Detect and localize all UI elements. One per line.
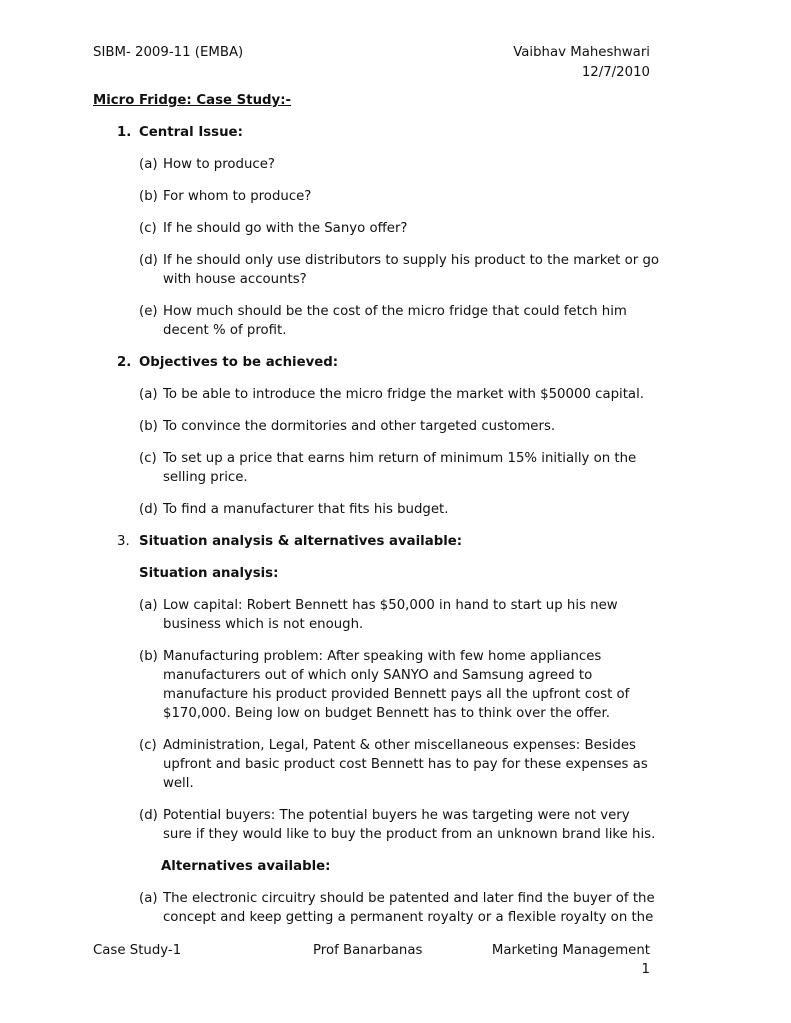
- list-item-text: How to produce?: [163, 157, 275, 172]
- list-label: (c): [139, 451, 157, 466]
- list-item-text: If he should go with the Sanyo offer?: [163, 221, 408, 236]
- list-item-text: well.: [163, 776, 194, 791]
- list-item-text: The electronic circuitry should be patented and later find the buyer of the: [163, 891, 655, 906]
- list-label: (e): [139, 304, 158, 319]
- list-label: (d): [139, 253, 158, 268]
- list-item-text: manufacture his product provided Bennett pays all the upfront cost of: [163, 687, 630, 702]
- list-item-text: upfront and basic product cost Bennett has to pay for these expenses as: [163, 757, 648, 772]
- document-title: Micro Fridge: Case Study:-: [93, 93, 292, 108]
- page-number: 1: [641, 962, 650, 977]
- list-label: (d): [139, 502, 158, 517]
- list-item-text: If he should only use distributors to supply his product to the market or go: [163, 253, 660, 268]
- list-item-text: business which is not enough.: [163, 617, 364, 632]
- list-item-text: To be able to introduce the micro fridge the market with $50000 capital.: [163, 387, 645, 402]
- list-label: (c): [139, 221, 157, 236]
- list-item-text: with house accounts?: [163, 272, 307, 287]
- list-item-text: Potential buyers: The potential buyers he was targeting were not very: [163, 808, 630, 823]
- list-label: (d): [139, 808, 158, 823]
- list-label: (a): [139, 387, 158, 402]
- list-item-text: Manufacturing problem: After speaking with few home appliances: [163, 649, 602, 664]
- list-item-text: To find a manufacturer that fits his budget.: [163, 502, 449, 517]
- list-label: (a): [139, 891, 158, 906]
- list-item-text: $170,000. Being low on budget Bennett has to think over the offer.: [163, 706, 610, 721]
- list-item-text: Low capital: Robert Bennett has $50,000 in hand to start up his new: [163, 598, 618, 613]
- list-item-text: decent % of profit.: [163, 323, 287, 338]
- section-number: 1.: [117, 125, 132, 140]
- list-item-text: Administration, Legal, Patent & other miscellaneous expenses: Besides: [163, 738, 636, 753]
- section-heading: Objectives to be achieved:: [139, 355, 339, 370]
- list-item-text: For whom to produce?: [163, 189, 312, 204]
- list-label: (b): [139, 649, 158, 664]
- header-author: Vaibhav Maheshwari: [513, 45, 650, 60]
- section-number: 2.: [117, 355, 132, 370]
- section-heading: Central Issue:: [139, 125, 243, 140]
- subsection-heading: Alternatives available:: [161, 859, 331, 874]
- footer-middle: Prof Banarbanas: [313, 943, 423, 958]
- section-number: 3.: [117, 534, 130, 549]
- list-label: (a): [139, 157, 158, 172]
- list-item-text: To set up a price that earns him return of minimum 15% initially on the: [163, 451, 637, 466]
- header-date: 12/7/2010: [581, 65, 650, 80]
- list-item-text: To convince the dormitories and other targeted customers.: [163, 419, 556, 434]
- footer-right: Marketing Management: [491, 943, 650, 958]
- list-label: (c): [139, 738, 157, 753]
- section-heading: Situation analysis & alternatives available:: [139, 534, 463, 549]
- list-label: (b): [139, 189, 158, 204]
- subsection-heading: Situation analysis:: [139, 566, 279, 581]
- list-item-text: sure if they would like to buy the product from an unknown brand like his.: [163, 827, 656, 842]
- list-label: (a): [139, 598, 158, 613]
- header-left: SIBM- 2009-11 (EMBA): [93, 45, 244, 60]
- list-item-text: concept and keep getting a permanent royalty or a flexible royalty on the: [163, 910, 654, 925]
- list-label: (b): [139, 419, 158, 434]
- list-item-text: selling price.: [163, 470, 248, 485]
- list-item-text: manufacturers out of which only SANYO and Samsung agreed to: [163, 668, 593, 683]
- list-item-text: How much should be the cost of the micro fridge that could fetch him: [163, 304, 627, 319]
- footer-left: Case Study-1: [93, 943, 182, 958]
